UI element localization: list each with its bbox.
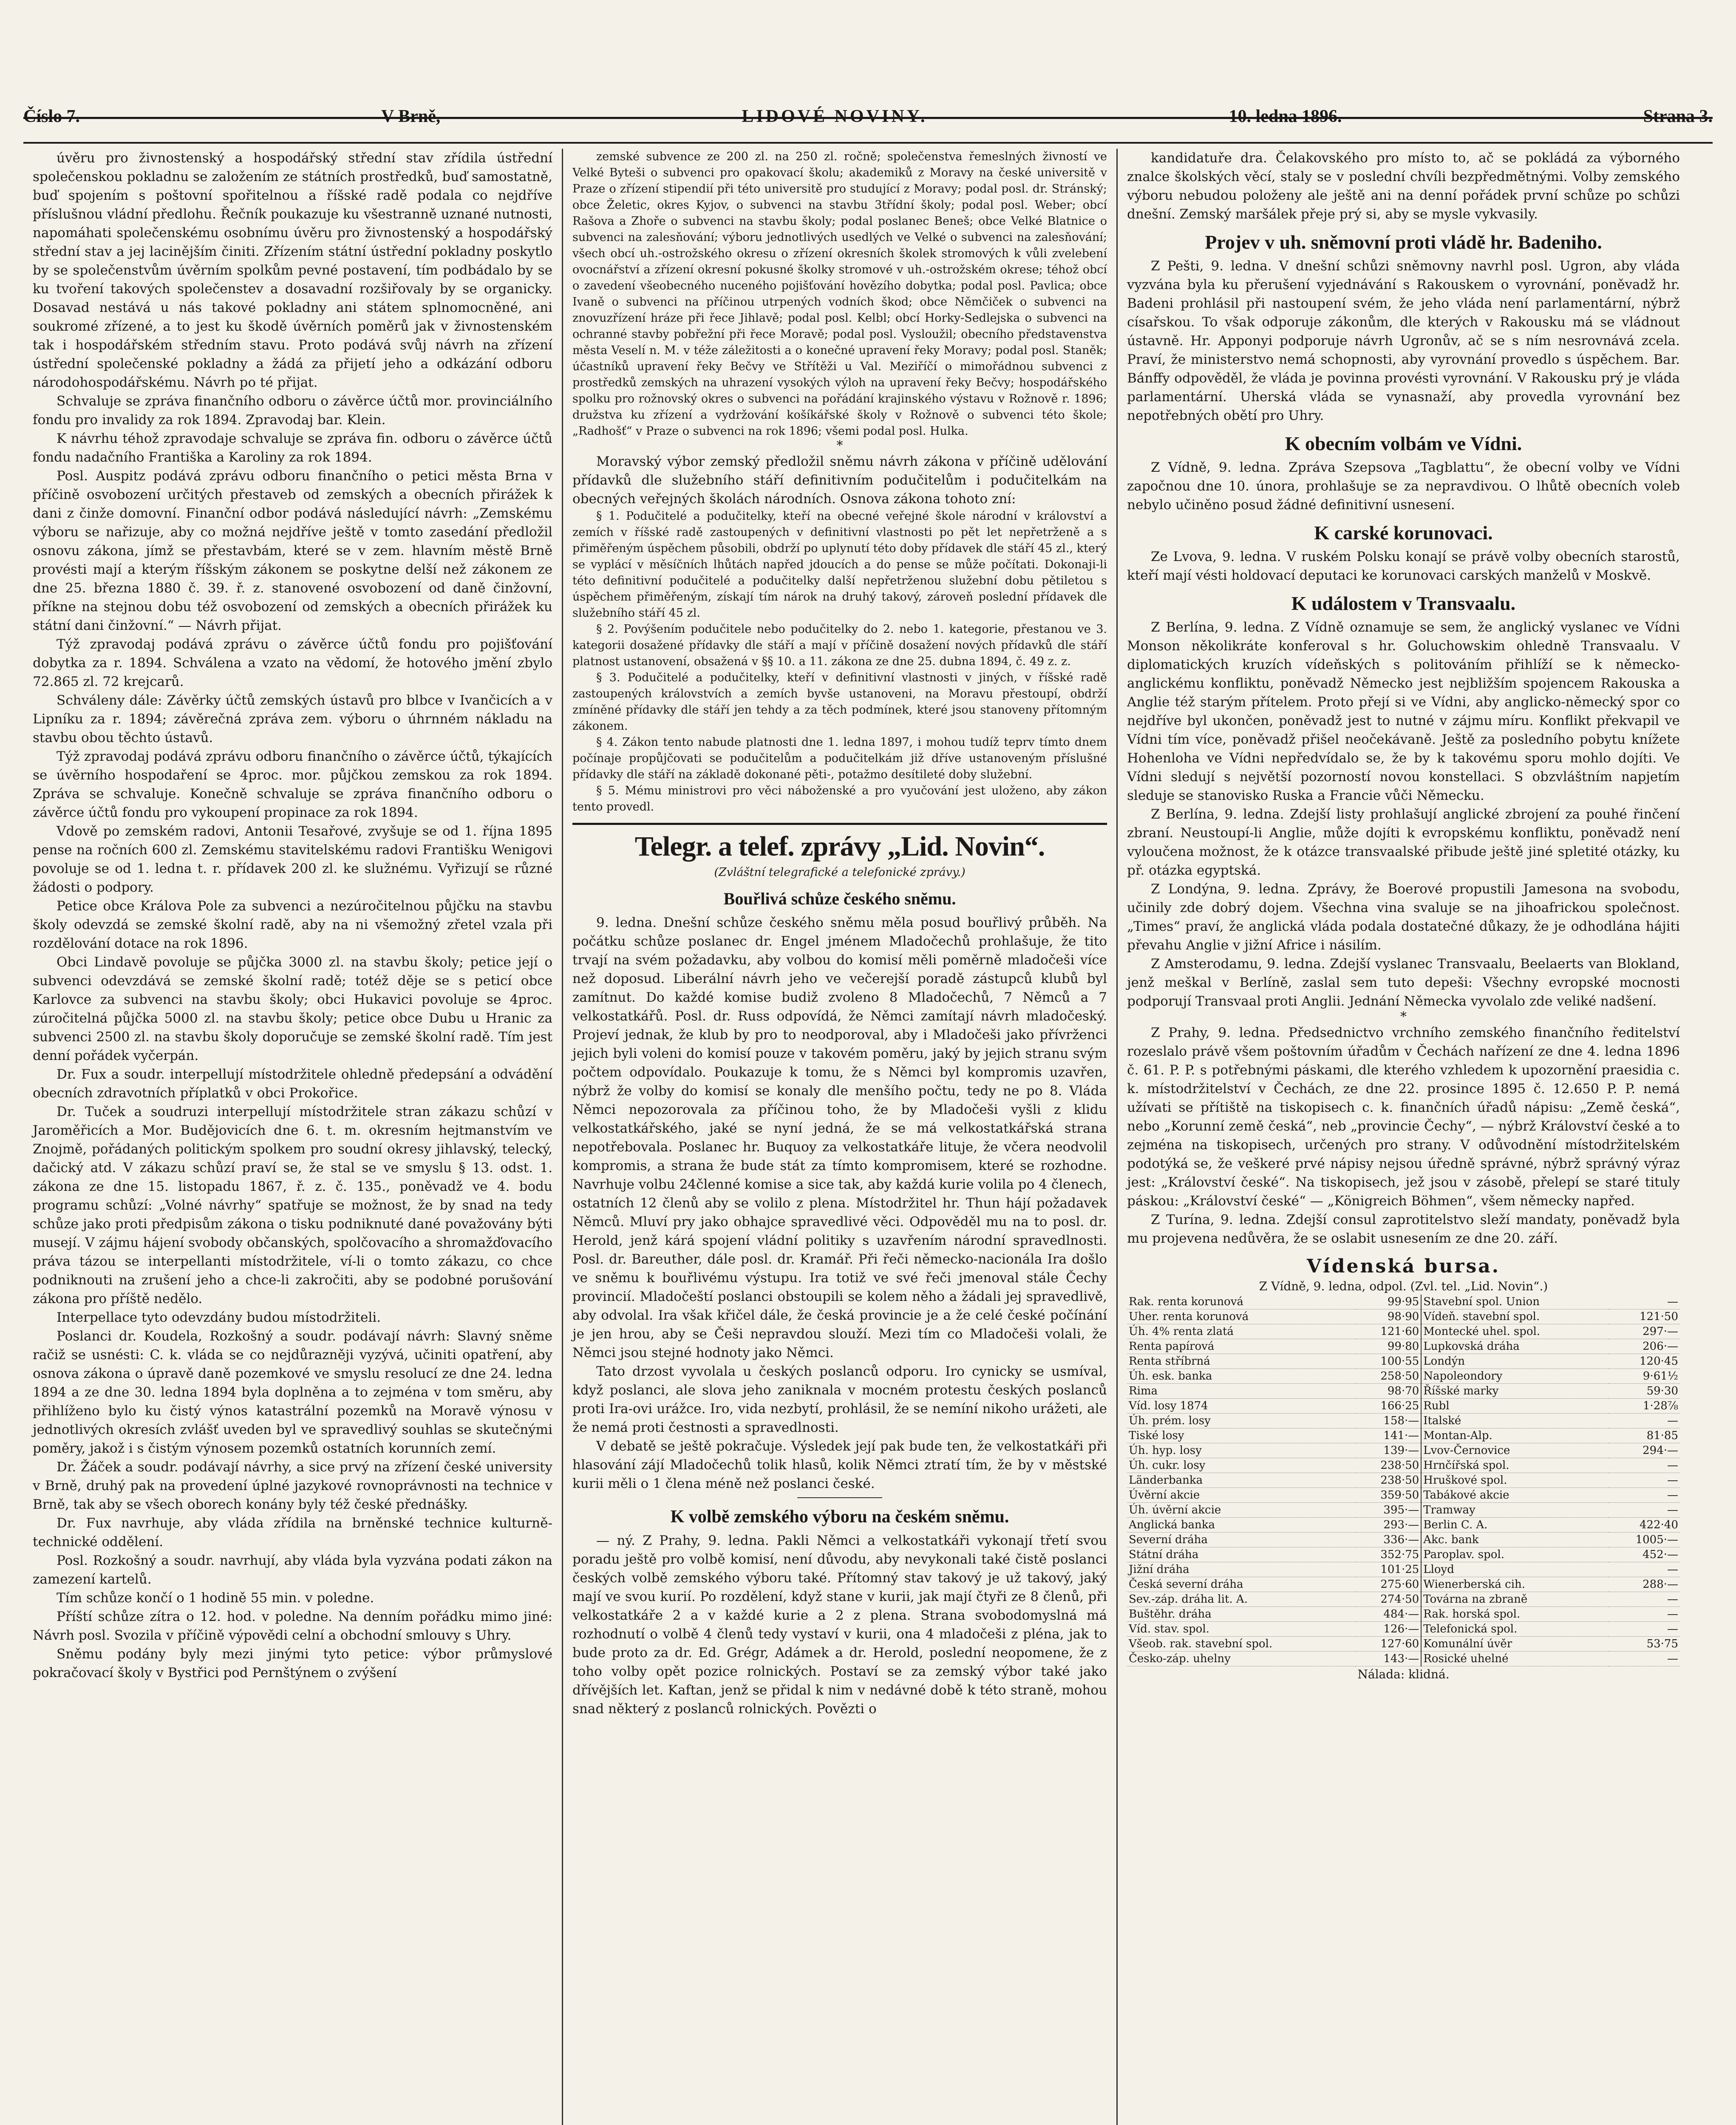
page-number: Strana 3. [1643, 107, 1713, 126]
bursa-cell: 99·95 [1355, 1295, 1421, 1309]
col1-paragraph: Schvaluje se zpráva finančního odboru o závěrce účtů mor. provinciálního fondu pro invalidy za rok 1894. Zpravodaj bar. Klein. [33, 394, 552, 428]
bursa-cell: 120·45 [1609, 1354, 1680, 1369]
transvaal-paragraph: Z Amsterodamu, 9. ledna. Zdejší vyslanec Transvaalu, Beelaerts van Blokland, jenž meškal v Berlíně, zaslal sem tuto depeši: Všechny evropské mocnosti podporují Transvaal proti Anglii. Jednání Německa vyvolalo zde veliké nadšení. [1127, 956, 1680, 1009]
bursa-cell: 81·85 [1609, 1428, 1680, 1443]
bursa-cell: — [1609, 1458, 1680, 1473]
section-title-uh: Projev v uh. sněmovní proti vládě hr. Badeniho. [1205, 231, 1602, 253]
bursa-cell: 59·30 [1609, 1384, 1680, 1399]
bursa-cell: Úh. 4% renta zlatá [1127, 1324, 1355, 1339]
col1-paragraph: Dr. Fux a soudr. interpellují místodržitele ohledně předepsání a odvádění obecních zdravotních příplatků v obci Prokořice. [33, 1067, 552, 1101]
bursa-cell: Hrnčířská spol. [1421, 1458, 1608, 1473]
bursa-cell: 126·— [1355, 1622, 1421, 1637]
telegram-subtitle: Bouřlivá schůze českého sněmu. [723, 889, 956, 908]
bursa-cell: Rubl [1421, 1399, 1608, 1414]
bursa-cell: Továrna na zbraně [1421, 1592, 1608, 1607]
bursa-cell: Lupkovská dráha [1421, 1339, 1608, 1354]
bursa-table [1127, 1295, 1680, 1666]
bursa-cell: Uher. renta korunová [1127, 1309, 1355, 1324]
city: V Brně, [381, 107, 441, 126]
bursa-row [1127, 1384, 1680, 1399]
bursa-cell: Länderbanka [1127, 1473, 1355, 1488]
bursa-cell: 484·— [1355, 1607, 1421, 1622]
col3-intro: kandidatuře dra. Čelakovského pro místo to, ač se pokládá za výborného znalce školských věcí, staly se v poslední chvíli bezpředmětnými. Volby zemského výboru nebudou položeny ale ještě ani na denní pořádek první schůze po schůzi dnešní. Zemský maršálek přeje prý si, aby se mysle vykvasily. [1127, 150, 1680, 222]
col1-paragraph: Příští schůze zítra o 12. hod. v poledne. Na denním pořádku mimo jiné: Návrh posl. Svozila v příčině výpovědi celní a obchodní smlouvy s Uhry. [33, 1609, 552, 1643]
bursa-cell: 293·— [1355, 1518, 1421, 1533]
bursa-cell: — [1609, 1488, 1680, 1503]
bursa-cell: 395·— [1355, 1503, 1421, 1518]
law-paragraph: § 5. Mému ministrovi pro věci náboženské a pro vyučování jest uloženo, aby zákon tento provedl. [572, 784, 1107, 813]
prague-paragraph: 9. ledna. Dnešní schůze českého sněmu měla posud bouřlivý průběh. Na počátku schůze poslanec dr. Engel jménem Mladočechů prohlašuje, že tito trvají na svém požadavku, aby volbou do komisí měli poměrně mladočeši více než doposud. Liberální návrh jeho ve večerejší poradě zástupců klubů byl zamítnut. Do každé komise budiž zvoleno 8 Mladočechů, 7 Němců a 7 velkostatkářů. Posl. dr. Russ odpovídá, že Němci zamítají návrh mladočeský. Projeví jednak, že klub by pro to neodporoval, aby i Mladočeši jako přívrženci jejich byli voleni do komisí pouze v takovém poměru, jaký by jejich stranu svým počtem odpovídalo. Poukazuje k tomu, že s Němci byl kompromis uzavřen, nýbrž že volby do komisí se konaly dle menšího počtu, tedy ne po 8. Vláda Němci nepozorovala za příčinou toho, že by Mladočeši vyšli z klidu velkostatkářského, jaké se nyní jedná, že se má velkostatkářská strana nepotřebovala. Poslanec hr. Buquoy za velkostatkáře lituje, že včera neodvolil kompromis, a strana že bude stát za tímto kompromisem, které se rozhodne. Navrhuje volbu 24členné komise a sice tak, aby každá kurie volila po 4 členech, ostatních 12 členů aby se volilo z plena. Místodržitel hr. Thun hájí požadavek Němců. Mluví pry jako obhajce spravedlivé věci. Odpověděl mu na to posl. dr. Herold, jenž kárá spojení vládní politiky s uzavřením národní spravedlnosti. Posl. dr. Bareuther, dále posl. dr. Kramář. Při řeči německo-nacionála Ira došlo ve sněmu k bouřlivému výstupu. Ira totiž ve své řeči jmenoval stále Čechy provincií. Mladočeští poslanci obstoupili se kolem něho a žádali jej spravedlivě, aby odvolal. Ira však křičel dále, že česká provincie je a že celé české počínání je jen hrou, aby se Češi nepravdou slouží. Mezi tím co Mladočeši volali, že Němci jsou stejné hodnoty jako Němci. [572, 915, 1107, 1360]
bursa-cell: — [1609, 1414, 1680, 1428]
bursa-cell: Úvěrní akcie [1127, 1488, 1355, 1503]
bursa-cell: Česká severní dráha [1127, 1577, 1355, 1592]
bursa-cell: Paroplav. spol. [1421, 1547, 1608, 1562]
column-2: zemské subvence ze 200 zl. na 250 zl. ročně; společenstva řemeslných živností ve Velké Byteši o subvenci pro opakovací školu; akademiků z Moravy na české universitě v Praze o zřízení stipendií při této universitě pro studující z Moravy; podal posl. dr. Stránský; obce Želetic, okres Kyjov, o subvenci na stavbu 3třídní školy; podal posl. Weber; obcí Rašova a Zhoře o subvenci na stavbu školy; podal poslanec Beneš; obce Velké Blatnice o subvenci na zalesňování; výboru jednotlivých usedlých ve Velké o subvenci na zalesňování; všech obcí uh.-ostrožského okresu o zřízení okresních školek stromových k vůli zvelebení ovocnářství a zřízení okresní pokusné školky stromové v uh.-ostrožském okrese; téhož obcí o zavedení všeobecného nuceného pojišťování hovězího dobytka; podal posl. Pavlica; obce Ivaně o subvenci na příčinou utrpených vodních škod; obce Němčiček o subvenci na znovuzřízení hráze při řece Jihlavě; podal posl. Kelbl; obcí Horky-Sedlejska o subvenci na ochranné stavby pobřežní při řece Moravě; podal posl. Vysloužil; obecního představenstva města Veselí n. M. v téže záležitosti a o konečné upravení řeky Moravy; podal posl. Staněk; účastníků upravení řeky Bečvy ve Střítěži u Val. Meziříčí o mimořádnou subvenci z prostředků zemských na uhrazení vysokých výloh na upravení řeky Bečvy; hospodářského spolku pro rožnovský okres o subvenci na pořádání krajinského výstavu v Rožnově r. 1896; družstva ku zřízení a vydržování košíkářské školy v Rožnově o subvenci této škole; „Radhošť“ v Praze o subvenci na rok 1896; všemi podal posl. Hulka. * Moravský výbor zemský předložil sněmu návrh zákona v příčině udělování přídavků dle služebního stáří definitivním podučitelům i podučitelkám na obecných veřejných školách národních. Osnova zákona tohoto zní: § 1. Podučitelé a podučitelky, kteří na obecné veřejné škole národní v království a zemích v říšské radě zastoupených v definitivní vlastnosti po pět let nepřetrženě a s přiměřeným úspěchem působili, obdrží po uplynutí této doby přídavek dle stáří 45 zl., který se vyplácí v měsíčních lhůtách napřed jdoucích a do pense se může počítati. Dokonaji-li této definitivní podučitelé a podučitelky další nepřetrženou služební dobu pětiletou s úspěchem přiměřeným, získají tím nárok na druhý takový, zároveň poslední přídavek dle služebního stáří 45 zl. § 2. Povýšením podučitele nebo podučitelky do 2. nebo 1. kategorie, přestanou ve 3. kategorii dosažené přídavky dle stáří a mají v příčině dosažení nových přídavků dle stáří platnost ustanovení, obsažená v §§ 10. a 11. zákona ze dne 25. dubna 1894, č. 49 z. z. § 3. Podučitelé a podučitelky, kteří v definitivní vlastnosti v jiných, v říšské radě zastoupených královstvích a zemích byvše ustanoveni, na Moravu přestoupí, obdrží zmíněné přídavky dle stáří jen tehdy a za těch podmínek, které jsou stanoveny přítomným zákonem. § 4. Zákon tento nabude platnosti dne 1. ledna 1897, i mohou tudíž teprv tímto dnem počínaje propůjčovati se podučitelům a podučitelkám již dříve ustanoveným příslušné přídavky dle stáří na základě dokonané pěti-, potažmo desítileté doby služební. § 5. Mému ministrovi pro věci náboženské a pro vyučování jest uloženo, aby zákon tento provedl. Telegr. a telef. zprávy „Lid. Novin“. (Zvláštní telegrafické a telefonické zprávy.) Bouřlivá schůze českého sněmu. 9. ledna. Dnešní schůze českého sněmu měla posud bouřlivý průběh. Na počátku schůze poslanec dr. Engel jménem Mladočechů prohlašuje, že tito trvají na svém požadavku, aby volbou do komisí měli poměrně mladočeši více než doposud. Liberální návrh jeho ve večerejší poradě zástupců klubů byl zamítnut. Do každé komise budiž zvoleno 8 Mladočechů, 7 Němců a 7 velkostatkářů. Posl. dr. Russ odpovídá, že Němci zamítají návrh mladočeský. Projeví jednak, že klub by pro to neodporoval, aby i Mladočeši jako přívrženci jejich byli voleni do komisí pouze v takovém poměru, jaký by jejich stranu svým počtem odpovídalo. Poukazuje k tomu, že s Němci byl kompromis uzavřen, nýbrž že volby do komisí se konaly dle menšího počtu, tedy ne po 8. Vláda Němci nepozorovala za příčinou toho, že by Mladočeši vyšli z klidu velkostatkářského, jaké se nyní jedná, že se má velkostatkářská strana nepotřebovala. Poslanec hr. Buquoy za velkostatkáře lituje, že včera neodvolil kompromis, a strana že bude stát za tímto kompromisem, které se rozhodne. Navrhuje volbu 24členné komise a sice tak, aby každá kurie volila po 4 členech, ostatních 12 členů aby se volilo z plena. Místodržitel hr. Thun hájí požadavek Němců. Mluví pry jako obhajce spravedlivé věci. Odpověděl mu na to posl. dr. Herold, jenž kárá spojení vládní politiky s uzavřením národní spravedlnosti. Posl. dr. Bareuther, dále posl. dr. Kramář. Při řeči německo-nacionála Ira došlo ve sněmu k bouřlivému výstupu. Ira totiž ve své řeči jmenoval stále Čechy provincií. Mladočeští poslanci obstoupili se kolem něho a žádali jej spravedlivě, aby odvolal. Ira však křičel dále, že česká provincie je a že celé české počínání je jen hrou, aby se Češi nepravdou slouží. Mezi tím co Mladočeši volali, že Němci jsou stejné hodnoty jako Němci. Tato drzost vyvolala u českých poslanců odporu. Iro cynicky se usmíval, když poslanci, ale slova jeho zaniknala v mocném protestu českých poslanců proti Ira-ovi urážce. Iro, vida nezbytí, prohlásil, že se nemíní nikoho urážeti, ale že nemá proti čestnosti a spravedlnosti. V debatě se ještě pokračuje. Výsledek její pak bude ten, že velkostatkáři při hlasování zájí Mladočechů tolik hlasů, kolik Němci ztratí tím, že by v městské kurii měli o 1 člena méně než poslanci české. K volbě zemského výboru na českém sněmu. — ný. Z Prahy, 9. ledna. Pakli Němci a velkostatkáři vykonají třetí svou poradu ještě pro volbě komisí, není důvodu, aby nevykonali také čistě poslanci českých volbě zemského výboru také. Přítomný stav takový je už takový, jaký mají ve svou kurií. Po rozdělení, když stane v kurii, jak mají čtyři ze 8 členů, při velkostatkáře 2 a v každé kurie a 2 z plena. Strana svobodomyslná má rozhodnutí o volbě 4 členů tedy vystaví v kurii, ona 4 mladočeši z pléna, jak to bude proto za dr. Ed. Grégr, Adámek a dr. Herold, poslední neopomene, že z toho volby opět pozice rolnických. Postaví se za zemský výbor také jako dřívějších let. Kaftan, jenž se přidal k nim v nedávné době k této straně, mohou snad některý z poslanců rolnických. Povězti o [563, 149, 1118, 2125]
bursa-row [1127, 1428, 1680, 1443]
bursa-cell: 1·28⅞ [1609, 1399, 1680, 1414]
bursa-row [1127, 1354, 1680, 1369]
telegram-title: Telegr. a telef. zprávy „Lid. Novin“. [572, 823, 1107, 865]
bursa-row [1127, 1414, 1680, 1428]
bursa-cell: Víd. losy 1874 [1127, 1399, 1355, 1414]
bursa-cell: 143·— [1355, 1652, 1421, 1666]
bursa-cell: Státní dráha [1127, 1547, 1355, 1562]
bursa-cell: 274·50 [1355, 1592, 1421, 1607]
bursa-row [1127, 1518, 1680, 1533]
bursa-cell: 166·25 [1355, 1399, 1421, 1414]
bursa-cell: Rima [1127, 1384, 1355, 1399]
bursa-cell: Anglická banka [1127, 1518, 1355, 1533]
bursa-cell: Jižní dráha [1127, 1562, 1355, 1577]
bursa-subtitle: Z Vídně, 9. ledna, odpol. (Zvl. tel. „Lid. Novin“.) [1259, 1279, 1548, 1293]
bursa-cell: 258·50 [1355, 1369, 1421, 1384]
bursa-cell: Lloyd [1421, 1562, 1608, 1577]
bursa-cell: — [1609, 1295, 1680, 1309]
bursa-cell: — [1609, 1562, 1680, 1577]
issue-number: Číslo 7. [23, 107, 80, 126]
bursa-cell: 206·— [1609, 1339, 1680, 1354]
col1-paragraph: Dr. Tuček a soudruzi interpellují místodržitele stran zákazu schůzí v Jaroměřicích a Mor. Budějovicích dne 6. t. m. okresním hejtmanstvím ve Znojmě, pořádaných politickým spolkem pro soudní okresy jihlavský, telecký, dačický atd. V zákazu schůzí praví se, že stal se ve smyslu § 13. odst. 1. zákona ze dne 15. listopadu 1867, ř. z. č. 135., poněvadž ve 4. bodu programu schůzí: „Volné návrhy“ spatřuje se možnost, že by snad na tedy schůze jako proti předpisům zákona o tisku podniknuté dané považovány býti musejí. V zájmu hájení svobody občanských, spolčovacího a shromažďovacího práva tázou se interpellanti místodržitele, ví-li o tomto zákazu, co chce podniknouti na zrušení jeho a chce-li zakročiti, aby se podobné porušování zákona pro příště nedělo. [33, 1104, 552, 1306]
bursa-cell: Tramway [1421, 1503, 1608, 1518]
section-title-vienna: K obecním volbám ve Vídni. [1285, 433, 1522, 454]
bursa-mood: Nálada: klidná. [1357, 1667, 1450, 1681]
bursa-cell: Renta papírová [1127, 1339, 1355, 1354]
committee-paragraph: — ný. Z Prahy, 9. ledna. Pakli Němci a velkostatkáři vykonají třetí svou poradu ještě pro volbě komisí, není důvodu, aby nevykonali také čistě poslanci českých volbě zemského výboru také. Přítomný stav takový je už takový, jaký mají ve svou kurií. Po rozdělení, když stane v kurii, jak mají čtyři ze 8 členů, při velkostatkáře 2 a v každé kurie a 2 z plena. Strana svobodomyslná má rozhodnutí o volbě 4 členů tedy vystaví v kurii, ona 4 mladočeši z pléna, jak to bude proto za dr. Ed. Grégr, Adámek a dr. Herold, poslední neopomene, že z toho volby opět pozice rolnických. Postaví se za zemský výbor také jako dřívějších let. Kaftan, jenž se přidal k nim v nedávné době k této straně, mohou snad některý z poslanců rolnických. Povězti o [572, 1533, 1107, 1717]
bursa-cell: 141·— [1355, 1428, 1421, 1443]
col1-paragraph: Posl. Auspitz podává zprávu odboru finančního o petici města Brna v příčině osvobození určitých přestaveb od zemských a obecních přirážek k dani z činže domovní. Finanční odbor podává následující návrh: „Zemskému výboru se nařizuje, aby co možná nejdříve ještě v tomto zasedání předložil osnovu zákona, jímž se přestavbám, které se v zem. hlavním městě Brně provésti mají a kterým říšským zákonem se poskytne delší než zákonem ze dne 25. března 1880 č. 39. ř. z. stanovené osvobození od daně činžovní, příkne na stejnou dobu též osvobození od zemských a obecních přirážek ku státní dani činžovní.“ — Návrh přijat. [33, 468, 552, 633]
col1-paragraph: Týž zpravodaj podává zprávu odboru finančního o závěrce účtů, týkajících se úvěrního hospodaření se 4proc. mor. půjčkou zemskou za rok 1894. Zpráva se schvaluje. Konečně schvaluje se zpráva finančního odboru o závěrce účtů fondu pro vykoupení propinace za rok 1894. [33, 749, 552, 820]
bursa-row [1127, 1637, 1680, 1652]
bursa-cell: Wienerberská cih. [1421, 1577, 1608, 1592]
prague-paragraph: Tato drzost vyvolala u českých poslanců odporu. Iro cynicky se usmíval, když poslanci, ale slova jeho zaniknala v mocném protestu českých poslanců proti Ira-ovi urážce. Iro, vida nezbytí, prohlásil, že se nemíní nikoho urážeti, ale že nemá proti čestnosti a spravedlnosti. [572, 1364, 1107, 1435]
bursa-row [1127, 1295, 1680, 1309]
bursa-cell: Úh. úvěrní akcie [1127, 1503, 1355, 1518]
bursa-cell: 238·50 [1355, 1473, 1421, 1488]
bursa-row [1127, 1547, 1680, 1562]
bursa-cell: Italské [1421, 1414, 1608, 1428]
bursa-cell: Telefonická spol. [1421, 1622, 1608, 1637]
bursa-cell: Montan-Alp. [1421, 1428, 1608, 1443]
bursa-cell: 336·— [1355, 1533, 1421, 1547]
bursa-cell: Rosické uhelné [1421, 1652, 1608, 1666]
col1-paragraph: Dr. Žáček a soudr. podávají návrhy, a sice prvý na zřízení české university v Brně, druhý pak na provedení úplné jazykové rovnoprávnosti na technice v Brně, tak aby se všech oborech konány byly též české přednášky. [33, 1459, 552, 1512]
col1-paragraph: Týž zpravodaj podává zprávu o závěrce účtů fondu pro pojišťování dobytka za r. 1894. Schválena a vzato na vědomí, že hotového jmění zbylo 72.865 zl. 72 krejcarů. [33, 637, 552, 689]
petitions-paragraph: zemské subvence ze 200 zl. na 250 zl. ročně; společenstva řemeslných živností ve Velké Byteši o subvenci pro opakovací školu; akademiků z Moravy na české universitě v Praze o zřízení stipendií při této universitě pro studující z Moravy; podal posl. dr. Stránský; obce Želetic, okres Kyjov, o subvenci na stavbu 3třídní školy; podal posl. Weber; obcí Rašova a Zhoře o subvenci na stavbu školy; podal poslanec Beneš; obce Velké Blatnice o subvenci na zalesňování; výboru jednotlivých usedlých ve Velké o subvenci na zalesňování; všech obcí uh.-ostrožského okresu o zřízení okresních školek stromových k vůli zvelebení ovocnářství a zřízení okresní pokusné školky stromové v uh.-ostrožském okrese; téhož obcí o zavedení všeobecného nuceného pojišťování hovězího dobytka; podal posl. Pavlica; obce Ivaně o subvenci na příčinou utrpených vodních škod; obce Němčiček o subvenci na znovuzřízení hráze při řece Jihlavě; podal posl. Kelbl; obcí Horky-Sedlejska o subvenci na ochranné stavby pobřežní při řece Moravě; podal posl. Vysloužil; obecního představenstva města Veselí n. M. v téže záležitosti a o konečné upravení řeky Moravy; podal posl. Staněk; účastníků upravení řeky Bečvy ve Střítěži u Val. Meziříčí o mimořádnou subvenci z prostředků zemských na uhrazení vysokých výloh na upravení řeky Bečvy; hospodářského spolku pro rožnovský okres o subvenci na pořádání krajinského výstavu v Rožnově r. 1896; družstva ku zřízení a vydržování košíkářské školy v Rožnově o subvenci této škole; „Radhošť“ v Praze o subvenci na rok 1896; všemi podal posl. Hulka. [572, 150, 1107, 438]
col1-paragraph: úvěru pro živnostenský a hospodářský střední stav zřídila ústřední společenskou pokladnu se založením ze státních prostředků, buď samostatně, buď spojením s poštovní spořitelnou a říšské radě podala co nejdříve příslušnou vládní předlohu. Řečník poukazuje ku všestranně uznané nutnosti, napomáhati společenskému osobnímu úvěru pro živnostenský a hospodářský střední stav a jej lacinějším činiti. Zřízením státní ústřední pokladny poskytlo by se společenstvům úvěrním spolkům pevné postavení, tím podbádalo by se ku tvoření takových společenstev a dosavadní rozšiřovaly by se organicky. Dosavad nestává u nás takové pokladny ani státem splnomocněné, ani soukromé zřízené, a to jest ku škodě úvěrních poměrů jak v živnostenském tak i hospodářském středním stavu. Proto podává svůj návrh na zřízení ústřední společenské pokladny a žádá za přijetí jeho a odkázání odboru národohospodářskému. Návrh po té přijat. [33, 150, 552, 390]
col1-paragraph: Obci Lindavě povoluje se půjčka 3000 zl. na stavbu školy; petice její o subvenci odevzdává se zemské školní radě; totéž děje se s peticí obce Karlovce za subvenci na stavbu školy; obci Hukavici povoluje se 4proc. zúročitelná půjčka 5000 zl. na stavbu školy; petice obce Dubu u Hranic za subvenci 2500 zl. na stavbu školy doporučuje se zemské školní radě. Tím jest denní pořádek vyčerpán. [33, 955, 552, 1063]
bursa-cell: 275·60 [1355, 1577, 1421, 1592]
bursa-cell: Rak. horská spol. [1421, 1607, 1608, 1622]
bursa-cell: 127·60 [1355, 1637, 1421, 1652]
col1-paragraph: Posl. Rozkošný a soudr. navrhují, aby vláda byla vyzvána podati zákon na zamezení kartelů. [33, 1553, 552, 1587]
bursa-cell: Londýn [1421, 1354, 1608, 1369]
bursa-cell: 238·50 [1355, 1458, 1421, 1473]
uh-paragraph: Z Pešti, 9. ledna. V dnešní schůzi sněmovny navrhl posl. Ugron, aby vláda vyzvána byla ku přerušení vyjednávání s Rakouskem o vyrovnání, poněvadž hr. Badeni prohlásil při nastoupení svém, že jeho vláda není parlamentární, nýbrž císařskou. To však odporuje zákonům, dle kterých v Rakousku má se vládnout ústavně. Hr. Apponyi podporuje návrh Ugronův, ač se s ním nesrovnává zcela. Praví, že ministerstvo nemá schopnosti, aby vyrovnání provedlo s úspěchem. Bar. Bánffy odpověděl, že vláda je povinna provésti vyrovnání. V Rakousku prý je vláda parlamentární. Uherská vláda se vynasnaží, aby provedla vyrovnání bez nepotřebných obětí pro Uhry. [1127, 258, 1680, 423]
bursa-cell: Vídeň. stavební spol. [1421, 1309, 1608, 1324]
bursa-cell: 1005·— [1609, 1533, 1680, 1547]
prague-finance-paragraph: Z Prahy, 9. ledna. Předsednictvo vrchního zemského finančního ředitelství rozeslalo právě všem poštovním úřadům v Čechách nařízení ze dne 4. ledna 1896 č. 61. P. P. s potřebnými páskami, dle kterého vzhledem k upozornění praesidia c. k. místodržitelství v Čechách, ze dne 22. prosince 1895 č. 12.650 P. P. nemá užívati se přítiště na tiskopisech c. k. finančních úřadů nápisu: „Země česká“, nebo „Korunní země česká“, neb „provincie Čechy“, — nýbrž Království české a to zejména na tiskopisech, určených pro strany. V odůvodnění místodržitelském podotýká se, že veškeré prvé nápisy nejsou úředně správné, nýbrž správný výraz jest: „Království české“. Na tiskopisech, jež jsou v zásobě, přelepí se staré tituly páskou: „Království české“ — „Königreich Böhmen“, všem německy napřed. [1127, 1025, 1680, 1209]
bursa-cell: Buštěhr. dráha [1127, 1607, 1355, 1622]
bursa-cell: — [1609, 1503, 1680, 1518]
bursa-cell: Tiské losy [1127, 1428, 1355, 1443]
section-title-transvaal: K událostem v Transvaalu. [1291, 592, 1516, 614]
section-title-coronation: K carské korunovaci. [1314, 522, 1493, 544]
bursa-row [1127, 1339, 1680, 1354]
bursa-cell: 139·— [1355, 1443, 1421, 1458]
prague-finance-paragraph: Z Turína, 9. ledna. Zdejší consul zaprotitelstvo sleží mandaty, poněvadž byla mu projevena nedůvěra, že se oslabit usnesením ze dne 20. září. [1127, 1212, 1680, 1246]
bursa-cell: Tabákové akcie [1421, 1488, 1608, 1503]
bursa-cell: — [1609, 1473, 1680, 1488]
transvaal-paragraph: Z Berlína, 9. ledna. Zdejší listy prohlašují anglické zbrojení za pouhé řinčení zbraní. Neustoupí-li Anglie, může dojíti k evropskému konfliktu, poněvadž není vyloučena možnost, že k otázce transvaalské přibude ještě jiné spletité otázky, ku př. otázka egyptská. [1127, 807, 1680, 878]
col1-paragraph: Dr. Fux navrhuje, aby vláda zřídila na brněnské technice kulturně-technické oddělení. [33, 1516, 552, 1550]
coronation-paragraph: Ze Lvova, 9. ledna. V ruském Polsku konají se právě volby obecních starostů, kteří mají vésti holdovací deputaci ke korunovaci carských manželů v Moskvě. [1127, 549, 1680, 583]
bursa-cell: Říšské marky [1421, 1384, 1608, 1399]
bursa-cell: 158·— [1355, 1414, 1421, 1428]
bursa-cell: Všeob. rak. stavební spol. [1127, 1637, 1355, 1652]
bursa-cell: Berlin C. A. [1421, 1518, 1608, 1533]
columns [23, 149, 1713, 2125]
bursa-cell: Stavební spol. Union [1421, 1295, 1608, 1309]
transvaal-paragraph: Z Berlína, 9. ledna. Z Vídně oznamuje se sem, že anglický vyslanec ve Vídni Monson několikráte konferoval s hr. Goluchowskim ohledně Transvaalu. V diplomatických kruzích vídeňských s politováním přihlíží se k německo-anglickému konfliktu, poněvadž Německo jest nejbližším spojencem Rakouska a Anglie též starým přítelem. Proto přejí si ve Vídni, aby anglicko-německý spor co nejdříve byl ukončen, poněvadž jest to nutné v zájmu míru. Konflikt překvapil ve Vídni tím více, poněvadž přišel neočekávaně. Ještě za posledního pobytu knížete Hohenloha ve Vídni nepředvídalo se, že by k takovému sporu mohlo dojíti. Ve Vídni sledují s největší pozorností novou konstellaci. S obzvláštním napjetím sleduje se stanovisko Ruska a Francie vůči Německu. [1127, 620, 1680, 803]
telegram-note: (Zvláštní telegrafické a telefonické zprávy.) [714, 866, 966, 879]
bursa-row [1127, 1562, 1680, 1577]
law-paragraph: § 1. Podučitelé a podučitelky, kteří na obecné veřejné škole národní v království a zemích v říšské radě zastoupených v definitivní vlastnosti po pět let nepřetrženě a s přiměřeným úspěchem působili, obdrží po uplynutí této doby přídavek dle stáří 45 zl., který se vyplácí v měsíčních lhůtách napřed jdoucích a do pense se může počítati. Dokonaji-li této definitivní podučitelé a podučitelky další nepřetrženou služební dobu pětiletou s úspěchem přiměřeným, získají tím nárok na druhý takový, zároveň poslední přídavek dle služebního stáří 45 zl. [572, 510, 1107, 620]
bursa-cell: Víd. stav. spol. [1127, 1622, 1355, 1637]
bursa-row [1127, 1369, 1680, 1384]
bursa-row [1127, 1607, 1680, 1622]
bursa-cell: 359·50 [1355, 1488, 1421, 1503]
bursa-cell: Úh. prém. losy [1127, 1414, 1355, 1428]
bursa-cell: Česko-záp. uhelny [1127, 1652, 1355, 1666]
bursa-cell: 9·61½ [1609, 1369, 1680, 1384]
bursa-cell: 422·40 [1609, 1518, 1680, 1533]
bursa-cell: Hruškové spol. [1421, 1473, 1608, 1488]
bursa-cell: Lvov-Černovice [1421, 1443, 1608, 1458]
bursa-row [1127, 1488, 1680, 1503]
bursa-row [1127, 1533, 1680, 1547]
law-intro: Moravský výbor zemský předložil sněmu návrh zákona v příčině udělování přídavků dle služebního stáří definitivním podučitelům i podučitelkám na obecných veřejných školách národních. Osnova zákona tohoto zní: [572, 454, 1107, 507]
bursa-cell: Rak. renta korunová [1127, 1295, 1355, 1309]
bursa-cell: 121·60 [1355, 1324, 1421, 1339]
bursa-cell: Severní dráha [1127, 1533, 1355, 1547]
col1-paragraph: Petice obce Králova Pole za subvenci a nezúročitelnou půjčku na stavbu školy odevzdá se zemské školní radě, aby na ni všemožný zřetel vzala při rozdělování dotace na rok 1896. [33, 898, 552, 951]
bursa-row [1127, 1622, 1680, 1637]
second-title: K volbě zemského výboru na českém sněmu. [670, 1507, 1009, 1527]
bursa-row [1127, 1592, 1680, 1607]
col1-paragraph: Sněmu podány byly mezi jinými tyto petice: výbor průmyslové pokračovací školy v Bystřici pod Pernštýnem o zvýšení [33, 1646, 552, 1680]
bursa-cell: 98·70 [1355, 1384, 1421, 1399]
bursa-cell: — [1609, 1592, 1680, 1607]
bursa-cell: 452·— [1609, 1547, 1680, 1562]
col1-paragraph: Tím schůze končí o 1 hodině 55 min. v poledne. [57, 1590, 374, 1606]
bursa-cell: Úh. hyp. losy [1127, 1443, 1355, 1458]
bursa-row [1127, 1443, 1680, 1458]
vienna-paragraph: Z Vídně, 9. ledna. Zpráva Szepsova „Tagblattu“, že obecní volby ve Vídni započnou dne 10. února, prohlašuje se za nepravdivou. O lhůtě obecních voleb nebylo učiněno posud žádné definitivní usnesení. [1127, 460, 1680, 513]
bursa-cell: Akc. bank [1421, 1533, 1608, 1547]
bursa-cell: 121·50 [1609, 1309, 1680, 1324]
col1-paragraph: Schváleny dále: Závěrky účtů zemských ústavů pro blbce v Ivančicích a v Lipníku za r. 1894; závěrečná zpráva zem. výboru o úhrnném nákladu na stavbu obou těchto ústavů. [33, 693, 552, 745]
bursa-cell: — [1609, 1607, 1680, 1622]
col1-paragraph: Interpellace tyto odevzdány budou místodržiteli. [57, 1310, 381, 1325]
bursa-cell: 100·55 [1355, 1354, 1421, 1369]
bursa-cell: Sev.-záp. dráha lit. A. [1127, 1592, 1355, 1607]
col1-paragraph: K návrhu téhož zpravodaje schvaluje se zpráva fin. odboru o závěrce účtů fondu nadačního Františka a Karoliny za rok 1894. [33, 431, 552, 465]
bursa-cell: 288·— [1609, 1577, 1680, 1592]
bursa-row [1127, 1577, 1680, 1592]
prague-paragraph: V debatě se ještě pokračuje. Výsledek její pak bude ten, že velkostatkáři při hlasování zájí Mladočechů tolik hlasů, kolik Němci ztratí tím, že by v městské kurii měli o 1 člena méně než poslanci české. [572, 1439, 1107, 1491]
law-paragraph: § 4. Zákon tento nabude platnosti dne 1. ledna 1897, i mohou tudíž teprv tímto dnem počínaje propůjčovati se podučitelům a podučitelkám již dříve ustanoveným příslušné přídavky dle stáří na základě dokonané pěti-, potažmo desítileté doby služební. [572, 736, 1107, 781]
col1-paragraph: Vdově po zemském radovi, Antonii Tesařové, zvyšuje se od 1. října 1895 pense na ročních 600 zl. Zemskému stavitelskému radovi Františku Wenigovi povoluje se od 1. ledna t. r. přídavek 200 zl. ke služnému. Vyřizují se různé žádosti o podpory. [33, 824, 552, 895]
page-header [23, 106, 1713, 136]
bursa-title: Vídenská bursa. [1306, 1255, 1501, 1277]
bursa-cell: Montecké uhel. spol. [1421, 1324, 1608, 1339]
bursa-row [1127, 1473, 1680, 1488]
issue-date: 10. ledna 1896. [1229, 107, 1342, 126]
bursa-row [1127, 1503, 1680, 1518]
law-paragraph: § 3. Podučitelé a podučitelky, kteří v definitivní vlastnosti v jiných, v říšské radě zastoupených královstvích a zemích byvše ustanoveni, na Moravu přestoupí, obdrží zmíněné přídavky dle stáří jen tehdy a za těch podmínek, které jsou stanoveny přítomným zákonem. [572, 671, 1107, 733]
bursa-row [1127, 1324, 1680, 1339]
bursa-cell: 98·90 [1355, 1309, 1421, 1324]
bursa-row [1127, 1652, 1680, 1666]
column-3: kandidatuře dra. Čelakovského pro místo to, ač se pokládá za výborného znalce školských věcí, staly se v poslední chvíli bezpředmětnými. Volby zemského výboru nebudou položeny ale ještě ani na denní pořádek první schůze po schůzi dnešní. Zemský maršálek přeje prý si, aby se mysle vykvasily. Projev v uh. sněmovní proti vládě hr. Badeniho. Z Pešti, 9. ledna. V dnešní schůzi sněmovny navrhl posl. Ugron, aby vláda vyzvána byla ku přerušení vyjednávání s Rakouskem o vyrovnání, poněvadž hr. Badeni prohlásil při nastoupení svém, že jeho vláda není parlamentární, nýbrž císařskou. To však odporuje zákonům, dle kterých v Rakousku má se vládnout ústavně. Hr. Apponyi podporuje návrh Ugronův, ač se s ním nesrovnává zcela. Praví, že ministerstvo nemá schopnosti, aby vyrovnání provedlo s úspěchem. Bar. Bánffy odpověděl, že vláda je povinna provésti vyrovnání. V Rakousku prý je vláda parlamentární. Uherská vláda se vynasnaží, aby provedla vyrovnání bez nepotřebných obětí pro Uhry. K obecním volbám ve Vídni. Z Vídně, 9. ledna. Zpráva Szepsova „Tagblattu“, že obecní volby ve Vídni započnou dne 10. února, prohlašuje se za nepravdivou. O lhůtě obecních voleb nebylo učiněno posud žádné definitivní usnesení. K carské korunovaci. Ze Lvova, 9. ledna. V ruském Polsku konají se právě volby obecních starostů, kteří mají vésti holdovací deputaci ke korunovaci carských manželů v Moskvě. K událostem v Transvaalu. Z Berlína, 9. ledna. Z Vídně oznamuje se sem, že anglický vyslanec ve Vídni Monson několikráte konferoval s hr. Goluchowskim ohledně Transvaalu. V diplomatických kruzích vídeňských s politováním přihlíží se k německo-anglickému konfliktu, poněvadž Německo jest nejbližším spojencem Rakouska a Anglie též starým přítelem. Proto přejí si ve Vídni, aby anglicko-německý spor co nejdříve byl ukončen, poněvadž jest to nutné v zájmu míru. Konflikt překvapil ve Vídni tím více, poněvadž přišel neočekávaně. Ještě za posledního pobytu knížete Hohenloha ve Vídni nepředvídalo se, že by k takovému sporu mohlo dojíti. Ve Vídni sledují s největší pozorností novou konstellaci. S obzvláštním napjetím sleduje se stanovisko Ruska a Francie vůči Německu. Z Berlína, 9. ledna. Zdejší listy prohlašují anglické zbrojení za pouhé řinčení zbraní. Neustoupí-li Anglie, může dojíti k evropskému konfliktu, poněvadž není vyloučena možnost, že k otázce transvaalské přibude ještě jiné spletité otázky, ku př. otázka egyptská. Z Londýna, 9. ledna. Zprávy, že Boerové propustili Jamesona na svobodu, učinily zde dobrý dojem. Všechna vina svaluje se na jihoafrickou společnost. „Times“ praví, že anglická vláda podala dostatečné důkazy, že je odhodlána hájiti převahu Anglie v jižní Africe i násilím. Z Amsterodamu, 9. ledna. Zdejší vyslanec Transvaalu, Beelaerts van Blokland, jenž meškal v Berlíně, zaslal sem tuto depeši: Všechny evropské mocnosti podporují Transvaal proti Anglii. Jednání Německa vyvolalo zde veliké nadšení. * Z Prahy, 9. ledna. Předsednictvo vrchního zemského finančního ředitelství rozeslalo právě všem poštovním úřadům v Čechách nařízení ze dne 4. ledna 1896 č. 61. P. P. s potřebnými páskami, dle kterého vzhledem k upozornění praesidia c. k. místodržitelství v Čechách, ze dne 22. prosince 1895 č. 12.650 P. P. nemá užívati se přítiště na tiskopisech c. k. finančních úřadů nápisu: „Země česká“, nebo „Korunní země česká“, neb „provincie Čechy“, — nýbrž Království české a to zejména na tiskopisech, určených pro strany. V odůvodnění místodržitelském podotýká se, že veškeré prvé nápisy nejsou úředně správné, nýbrž správný výraz jest: „Království české“. Na tiskopisech, jež jsou v zásobě, přelepí se staré tituly páskou: „Království české“ — „Königreich Böhmen“, všem německy napřed. Z Turína, 9. ledna. Zdejší consul zaprotitelstvo sleží mandaty, poněvadž byla mu projevena nedůvěra, že se oslabit usnesením ze dne 20. září. Vídenská bursa. Z Vídně, 9. ledna, odpol. (Zvl. tel. „Lid. Novin“.) Rak. renta korunová 99·95 Stavební spol. Union — Uher. renta korunová 98·90 Vídeň. stavební spol. 121·50 Úh. 4% renta zlatá 121·60 Montecké uhel. spol. 297·— Renta papírová 99·80 Lupkovská dráha 206·— Renta stříbrná 100·55 Londýn 120·45 Úh. esk. banka 258·50 Napoleondory 9·61½ Rima 98·70 Říšské marky 59·30 Víd. losy 1874 166·25 Rubl 1·28⅞ Úh. prém. losy 158·— Italské — Tiské losy 141·— Montan-Alp. 81·85 Úh. hyp. losy 139·— Lvov-Černovice 294·— Úh. cukr. losy 238·50 Hrnčířská spol. — Länderbanka 238·50 Hruškové spol. — Úvěrní akcie 359·50 Tabákové akcie — Úh. úvěrní akcie 395·— Tramway — Anglická banka 293·— Berlin C. A. 422·40 Severní dráha 336·— Akc. bank 1005·— Státní dráha 352·75 Paroplav. spol. 452·— Jižní dráha 101·25 Lloyd — Česká severní dráha 275·60 Wienerberská cih. 288·— Sev.-záp. dráha lit. A. 274·50 Továrna na zbraně — Buštěhr. dráha 484·— Rak. horská spol. — Víd. stav. spol. 126·— Telefonická spol. — Všeob. rak. stavební spol. 127·60 Komunální úvěr 53·75 Česko-záp. uhelny 143·— Rosické uhelné — Nálada: klidná. [1118, 149, 1689, 2125]
bursa-cell: 53·75 [1609, 1637, 1680, 1652]
bursa-cell: — [1609, 1652, 1680, 1666]
header-rule [23, 142, 1713, 144]
bursa-cell: — [1609, 1622, 1680, 1637]
paper-title: LIDOVÉ NOVINY. [742, 107, 928, 126]
bursa-cell: Komunální úvěr [1421, 1637, 1608, 1652]
bursa-cell: 294·— [1609, 1443, 1680, 1458]
law-paragraph: § 2. Povýšením podučitele nebo podučitelky do 2. nebo 1. kategorie, přestanou ve 3. kategorii dosažené přídavky dle stáří a mají v příčině dosažení nových přídavků dle stáří platnost ustanovení, obsažená v §§ 10. a 11. zákona ze dne 25. dubna 1894, č. 49 z. z. [572, 623, 1107, 668]
col1-paragraph: Poslanci dr. Koudela, Rozkošný a soudr. podávají návrh: Slavný sněme račiž se usnésti: C. k. vláda se co nejdůrazněji vyzývá, učiniti opatření, aby osnova zákona o úpravě daně pozemkové ve smyslu resolucí ze dne 24. ledna 1894 a ze dne 30. ledna 1894 byla doplněna a to zejména v tom směru, aby přihlíženo bylo ku čistý výnos katastrální pozemků na Moravě výnosu v jednotlivých okresích zvlášť uveden byl ve spravedlivý souhlas se skutečnými poměry, jakož i s čistým výnosem pozemků ostatních korunních zemí. [33, 1329, 552, 1456]
bursa-cell: Úh. cukr. losy [1127, 1458, 1355, 1473]
bursa-cell: 352·75 [1355, 1547, 1421, 1562]
bursa-row [1127, 1399, 1680, 1414]
transvaal-paragraph: Z Londýna, 9. ledna. Zprávy, že Boerové propustili Jamesona na svobodu, učinily zde dobrý dojem. Všechna vina svaluje se na jihoafrickou společnost. „Times“ praví, že anglická vláda podala dostatečné důkazy, že je odhodlána hájiti převahu Anglie v jižní Africe i násilím. [1127, 881, 1680, 953]
bursa-cell: Renta stříbrná [1127, 1354, 1355, 1369]
bursa-cell: 297·— [1609, 1324, 1680, 1339]
bursa-cell: 101·25 [1355, 1562, 1421, 1577]
bursa-row [1127, 1458, 1680, 1473]
bursa-cell: Úh. esk. banka [1127, 1369, 1355, 1384]
bursa-row [1127, 1309, 1680, 1324]
column-1 [23, 149, 563, 2125]
bursa-cell: Napoleondory [1421, 1369, 1608, 1384]
bursa-cell: 99·80 [1355, 1339, 1421, 1354]
